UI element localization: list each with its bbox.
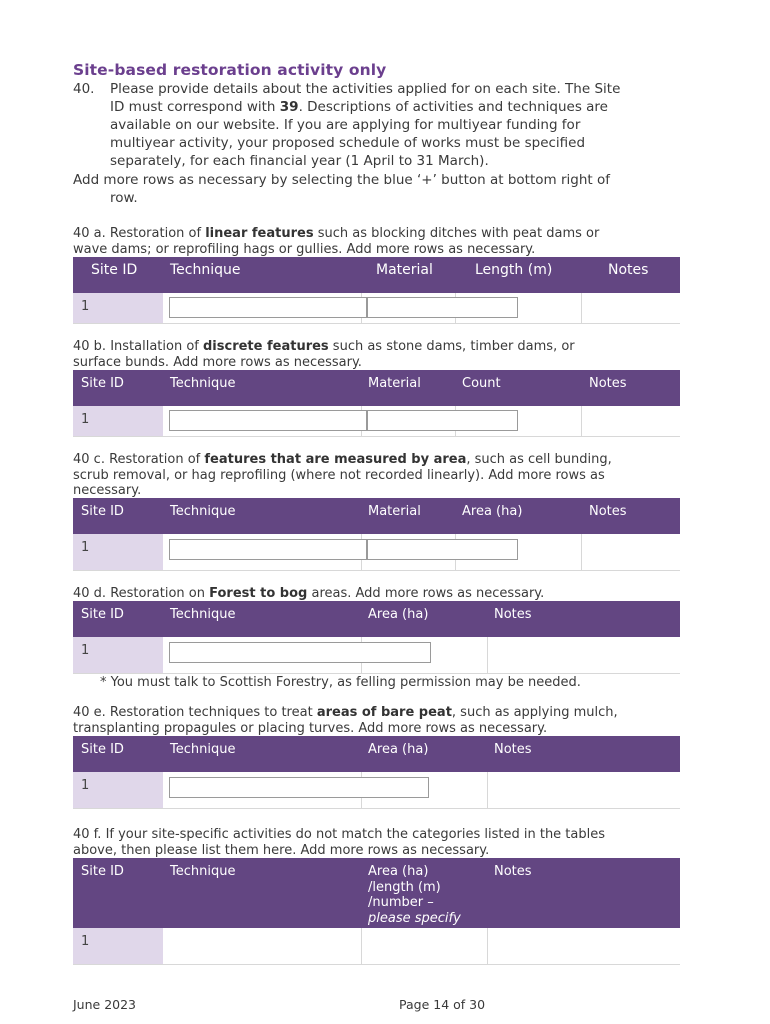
col-notes: Notes [589,504,627,519]
question-number: 40. [73,81,95,97]
col-notes: Notes [494,607,532,622]
col-notes: Notes [494,742,532,757]
col-site-id: Site ID [81,376,124,391]
table-row [73,928,680,965]
q40-line5: separately, for each financial year (1 April to 31 March). [110,153,489,169]
table-row [73,406,680,437]
col-area: Area (ha) [368,742,429,757]
section-40a-intro: 40 a. Restoration of linear features such as blocking ditches with peat dams or wave dams; or reprofiling hags or gullies. Add more rows as necessary. [73,226,600,257]
site-id-cell: 1 [73,293,163,323]
col-notes: Notes [608,262,649,278]
table-40b [73,370,680,437]
table-header [73,257,680,293]
q40-line4: multiyear activity, your proposed schedule of works must be specified [110,135,586,151]
col-area-length-number: Area (ha) /length (m) /number – please specify [368,864,461,926]
table-40c [73,498,680,571]
table-row [73,534,680,571]
q40-line1: Please provide details about the activities applied for on each site. The Site [110,81,621,97]
col-notes: Notes [494,864,532,879]
section-40f-intro: 40 f. If your site-specific activities do not match the categories listed in the tables above, then please list them here. Add more rows as necessary. [73,827,606,858]
add-rows-instruction: Add more rows as necessary by selecting the blue ‘+’ button at bottom right of row. [73,172,610,206]
material-count-input[interactable] [367,410,518,431]
site-id-cell: 1 [73,928,163,964]
section-40d-intro: 40 d. Restoration on Forest to bog areas. Add more rows as necessary. [73,586,545,601]
technique-input[interactable] [169,410,367,431]
section-40c-intro: 40 c. Restoration of features that are measured by area, such as cell bunding, scrub removal, or hag reprofiling (where not recorded linearly). Add more rows as necessary. [73,452,612,498]
col-area: Area (ha) [462,504,523,519]
site-id-cell: 1 [73,406,163,436]
col-length: Length (m) [475,262,553,278]
felling-permission-note: * You must talk to Scottish Forestry, as felling permission may be needed. [100,675,581,690]
section-40e-intro: 40 e. Restoration techniques to treat areas of bare peat, such as applying mulch, transplanting propagules or placing turves. Add more rows as necessary. [73,705,618,736]
col-technique: Technique [170,742,236,757]
technique-input[interactable] [169,539,367,560]
section-heading: Site-based restoration activity only [73,61,387,79]
table-header [73,498,680,534]
footer-date: June 2023 [73,997,137,1012]
site-id-cell: 1 [73,637,163,673]
table-row [73,772,680,809]
table-header [73,736,680,772]
table-40a [73,257,680,324]
col-site-id: Site ID [81,864,124,879]
col-material: Material [368,376,421,391]
col-technique: Technique [170,607,236,622]
table-40f [73,858,680,965]
q40-line2: ID must correspond with 39. Descriptions of activities and techniques are [110,99,608,115]
col-site-id: Site ID [81,742,124,757]
col-site-id: Site ID [81,504,124,519]
col-technique: Technique [170,376,236,391]
site-id-cell: 1 [73,772,163,808]
col-site-id: Site ID [91,262,138,278]
technique-input[interactable] [169,297,367,318]
technique-area-input[interactable] [169,642,431,663]
col-technique: Technique [170,262,241,278]
table-40e [73,736,680,809]
col-material: Material [368,504,421,519]
footer-page-number: Page 14 of 30 [399,997,486,1012]
table-row [73,293,680,324]
col-count: Count [462,376,501,391]
col-technique: Technique [170,504,236,519]
col-material: Material [376,262,433,278]
technique-area-input[interactable] [169,777,429,798]
table-row [73,637,680,674]
table-header [73,858,680,928]
table-header [73,370,680,406]
material-length-input[interactable] [367,297,518,318]
material-area-input[interactable] [367,539,518,560]
col-notes: Notes [589,376,627,391]
col-area: Area (ha) [368,607,429,622]
question-40-text [110,80,685,170]
table-header [73,601,680,637]
col-site-id: Site ID [81,607,124,622]
section-40b-intro: 40 b. Installation of discrete features such as stone dams, timber dams, or surface bunds. Add more rows as necessary. [73,339,575,370]
col-technique: Technique [170,864,236,879]
q40-line3: available on our website. If you are applying for multiyear funding for [110,117,581,133]
site-id-cell: 1 [73,534,163,570]
table-40d [73,601,680,674]
